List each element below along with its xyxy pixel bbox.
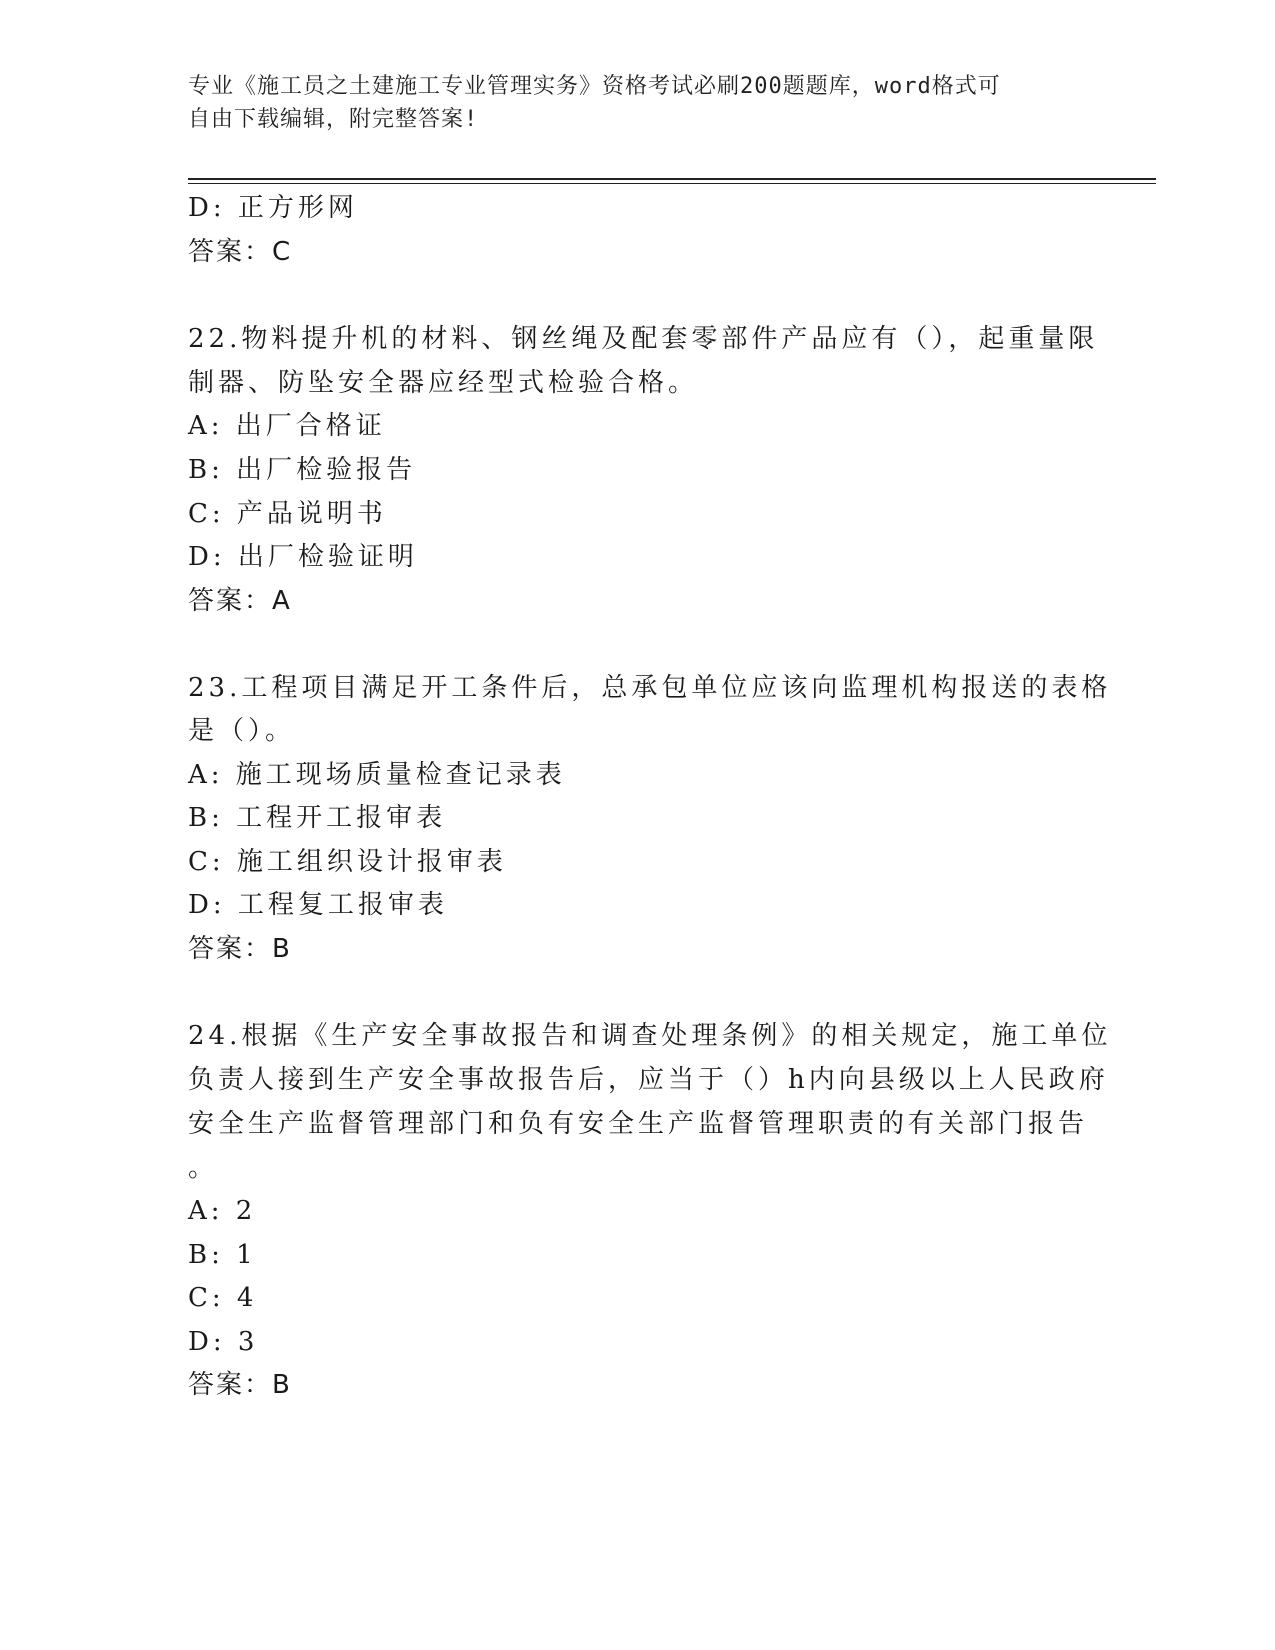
question-22-option-d: D: 出厂检验证明 [188,542,418,572]
question-24-option-b: B: 1 [188,1240,257,1270]
question-24-stem-line-3: 安全生产监督管理部门和负有安全生产监督管理职责的有关部门报告 [188,1109,1089,1139]
question-24-stem-line-2: 负责人接到生产安全事故报告后，应当于（）h内向县级以上人民政府 [188,1065,1109,1095]
question-23-stem-line-2: 是（）。 [188,716,296,746]
header-divider-thin [188,183,1156,184]
question-24-answer: 答案：B [188,1370,292,1400]
header-divider [188,178,1156,180]
question-22-stem-line-1: 22.物料提升机的材料、钢丝绳及配套零部件产品应有（），起重量限 [188,324,1099,354]
document-header [188,70,1088,136]
question-24-option-a: A: 2 [188,1196,257,1226]
question-22-answer: 答案：A [188,586,292,616]
header-line-2: 自由下载编辑，附完整答案! [188,107,479,132]
question-23-stem-line-1: 23.工程项目满足开工条件后，总承包单位应该向监理机构报送的表格 [188,673,1112,703]
question-24-stem-line-1: 24.根据《生产安全事故报告和调查处理条例》的相关规定，施工单位 [188,1021,1112,1051]
question-23-option-b: B: 工程开工报审表 [188,803,447,833]
question-24-option-c: C: 4 [188,1283,258,1313]
answer-label: 答案：C [188,237,293,267]
question-23-answer: 答案：B [188,934,292,964]
option-d: D: 正方形网 [188,193,358,223]
question-24-stem-line-4: 。 [188,1153,219,1183]
question-22-option-b: B: 出厂检验报告 [188,455,417,485]
question-22-option-a: A: 出厂合格证 [188,411,386,441]
question-22-stem-line-2: 制器、防坠安全器应经型式检验合格。 [188,368,699,398]
header-line-1: 专业《施工员之土建施工专业管理实务》资格考试必刷200题题库，word格式可 [188,74,1001,99]
question-24-option-d: D: 3 [188,1327,259,1357]
question-23-option-d: D: 工程复工报审表 [188,890,448,920]
question-23-option-a: A: 施工现场质量检查记录表 [188,760,566,790]
question-22-option-c: C: 产品说明书 [188,499,387,529]
question-23-option-c: C: 施工组织设计报审表 [188,847,507,877]
